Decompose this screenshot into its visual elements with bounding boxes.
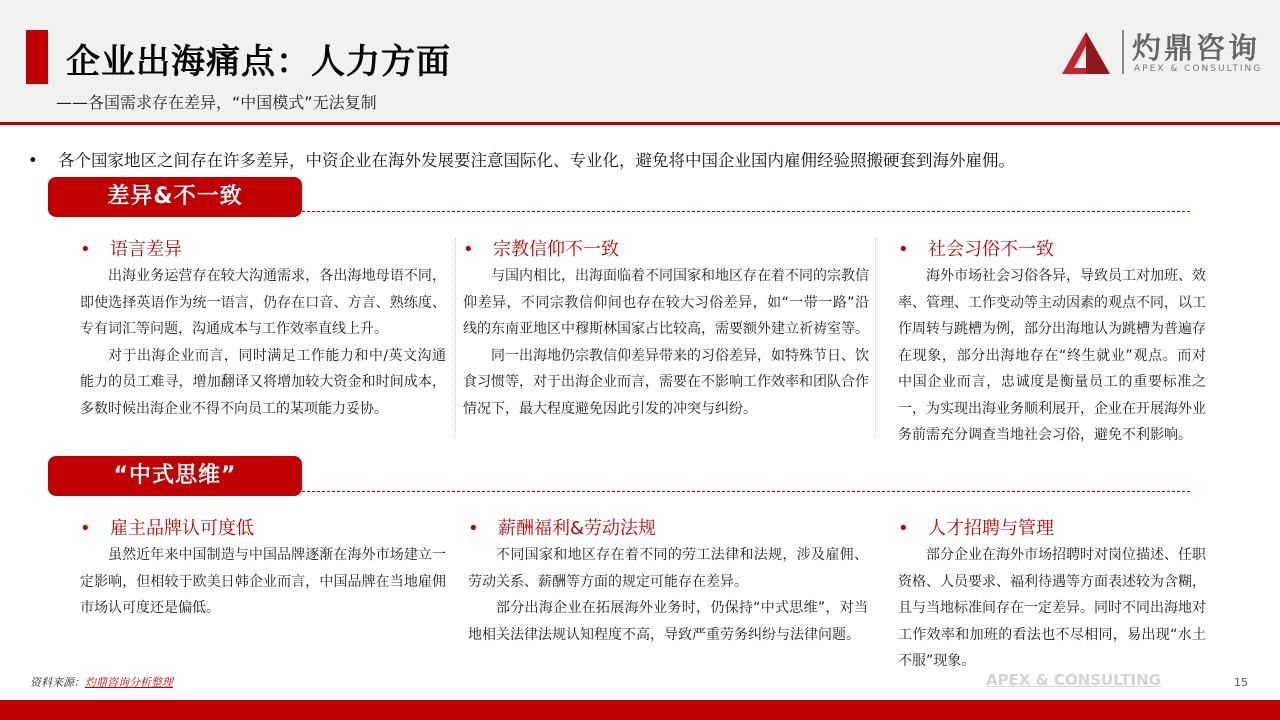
intro-text: 各个国家地区之间存在许多差异，中资企业在海外发展要注意国际化、专业化，避免将中国企业国内雇佣经验照搬硬套到海外雇佣。 (58, 151, 1015, 170)
column-customs (898, 237, 1206, 449)
paragraph: 不同国家和地区存在着不同的劳工法律和法规，涉及雇佣、劳动关系、薪酬等方面的规定可能存在差异。 (468, 547, 868, 590)
header-divider (0, 122, 1280, 125)
column-divider (875, 238, 876, 438)
bullet-dot: • (898, 518, 909, 539)
source-note (30, 674, 173, 690)
column-heading (898, 237, 1206, 263)
column-recruitment (898, 516, 1206, 675)
logo-name: 灼鼎咨询 (1132, 31, 1261, 65)
paragraph: 部分企业在海外市场招聘时对岗位描述、任职资格、人员要求、福利待遇等方面表述较为含糊，且与当地标准间存在一定差异。同时不同出海地对工作效率和加班的看法也不尽相同，易出现“水土不服”现象。 (898, 547, 1206, 669)
paragraph: 海外市场社会习俗各异，导致员工对加班、效率、管理、工作变动等主动因素的观点不同，以工作周转与跳槽为例，部分出海地认为跳槽为普遍存在现象，部分出海地存在“终生就业”观点。而对中国企业而言，忠诚度是衡量员工的重要标准之一，为实现出海业务顺利展开，企业在开展海外业务前需充分调查当地社会习俗，避免不利影响。 (898, 268, 1206, 443)
section-label-differences: 差异&不一致 (48, 177, 302, 217)
bullet-dot: • (28, 151, 38, 170)
page-subtitle: ——各国需求存在差异，“中国模式”无法复制 (56, 93, 377, 112)
paragraph: 部分出海企业在拓展海外业务时，仍保持“中式思维”，对当地相关法律法规认知程度不高，导致严重劳务纠纷与法律问题。 (468, 600, 868, 643)
section-dashed-divider (302, 211, 1190, 212)
intro-bullet (28, 147, 1015, 171)
paragraph: 出海业务运营存在较大沟通需求，各出海地母语不同，即使选择英语作为统一语言，仍存在口音、方言、熟练度、专有词汇等问题，沟通成本与工作效率直线上升。 (80, 268, 446, 337)
column-heading (80, 516, 446, 542)
source-link[interactable]: 灼鼎咨询分析整理 (85, 676, 173, 689)
column-language (80, 237, 446, 422)
column-compensation-law (468, 516, 868, 648)
heading-text: 宗教信仰不一致 (493, 239, 619, 260)
logo-tagline: APEX & CONSULTING (1134, 64, 1263, 74)
heading-text: 薪酬福利&劳动法规 (498, 518, 657, 539)
title-accent-bar (26, 30, 48, 84)
source-label: 资料来源： (30, 676, 85, 689)
column-heading (463, 237, 869, 263)
column-heading (468, 516, 868, 542)
heading-text: 社会习俗不一致 (928, 239, 1054, 260)
column-heading (898, 516, 1206, 542)
page-title: 企业出海痛点：人力方面 (66, 42, 451, 82)
logo-divider (1122, 30, 1124, 74)
paragraph: 对于出海企业而言，同时满足工作能力和中/英文沟通能力的员工难寻，增加翻译又将增加较大资金和时间成本，多数时候出海企业不得不向员工的某项能力妥协。 (80, 347, 446, 417)
brand-logo (1058, 28, 1263, 78)
bullet-dot: • (463, 239, 474, 260)
heading-text: 雇主品牌认可度低 (110, 518, 254, 539)
page-number: 15 (1234, 676, 1248, 689)
column-religion (463, 237, 869, 422)
column-employer-brand (80, 516, 446, 622)
paragraph: 同一出海地仍宗教信仰差异带来的习俗差异，如特殊节日、饮食习惯等，对于出海企业而言，需要在不影响工作效率和团队合作情况下，最大程度避免因此引发的冲突与纠纷。 (463, 347, 869, 417)
bullet-dot: • (468, 518, 479, 539)
footer-bar (0, 700, 1280, 720)
heading-text: 语言差异 (110, 239, 182, 260)
heading-text: 人才招聘与管理 (928, 518, 1054, 539)
column-divider (455, 238, 456, 438)
column-heading (80, 237, 446, 263)
section-label-chinese-mindset: “中式思维” (48, 456, 302, 496)
watermark-text: APEX & CONSULTING (986, 671, 1161, 689)
bullet-dot: • (80, 239, 91, 260)
bullet-dot: • (898, 239, 909, 260)
triangle-logo-icon (1060, 30, 1112, 76)
section-dashed-divider (302, 491, 1190, 492)
paragraph: 虽然近年来中国制造与中国品牌逐渐在海外市场建立一定影响，但相较于欧美日韩企业而言，中国品牌在当地雇佣市场认可度还是偏低。 (80, 547, 446, 616)
bullet-dot: • (80, 518, 91, 539)
paragraph: 与国内相比，出海面临着不同国家和地区存在着不同的宗教信仰差异，不同宗教信仰间也存在较大习俗差异，如“一带一路”沿线的东南亚地区中穆斯林国家占比较高，需要额外建立祈祷室等。 (463, 268, 869, 337)
